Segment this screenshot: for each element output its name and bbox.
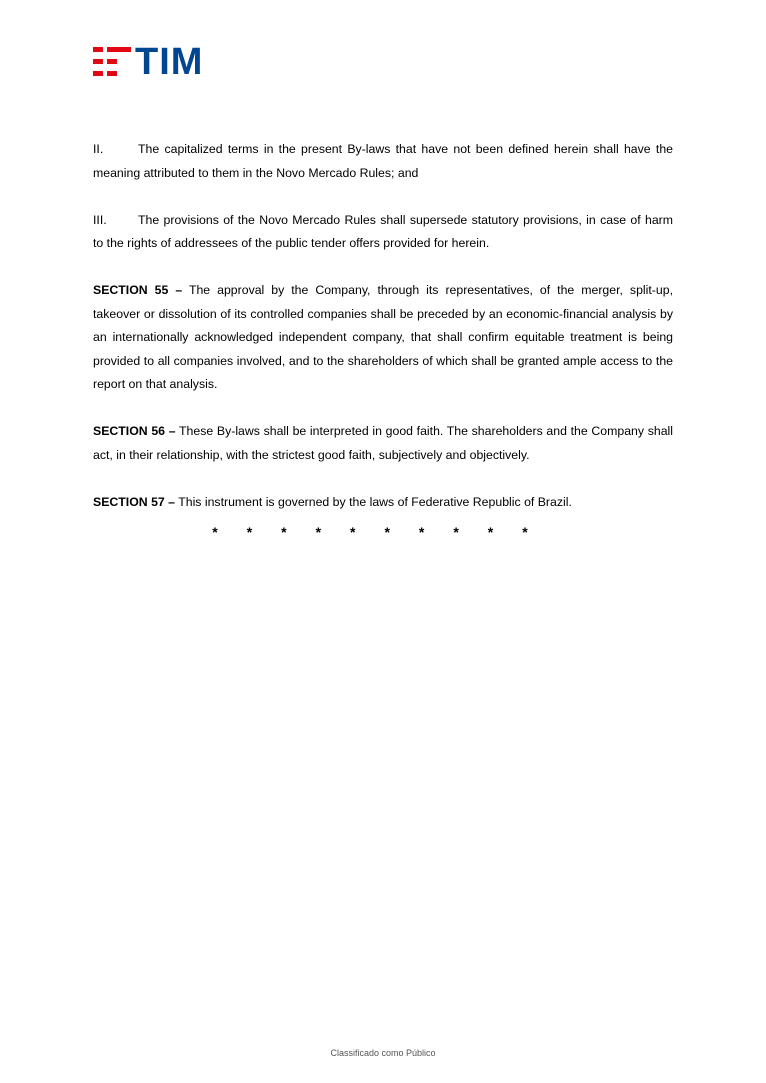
document-body xyxy=(93,138,673,538)
section-57-label: SECTION 57 – xyxy=(93,494,176,509)
item-ii-number: II. xyxy=(93,142,104,156)
item-ii-paragraph xyxy=(93,138,673,185)
asterisk-separator xyxy=(205,524,535,540)
asterisk: * xyxy=(212,524,218,540)
asterisk: * xyxy=(384,524,390,540)
asterisk: * xyxy=(246,524,253,540)
section-57-text: This instrument is governed by the laws of Federative Republic of Brazil. xyxy=(178,494,572,509)
classification-footer: Classificado como Público xyxy=(330,1048,436,1058)
section-55-label: SECTION 55 – xyxy=(93,283,183,297)
asterisk: * xyxy=(350,524,356,540)
section-57-paragraph xyxy=(93,491,673,515)
section-55-text: The approval by the Company, through its representatives, of the merger, split-up, takeover or dissolution of its controlled companies shall be preceded by an economic-financial analysis by an internationally acknowledged independent company, that shall confirm equitable treatment is being provided to all companies involved, and to the shareholders of which shall be granted ample access to the report on that analysis. xyxy=(93,283,673,391)
tim-logo xyxy=(93,41,204,83)
item-ii-text: The capitalized terms in the present By-laws that have not been defined herein shall have the meaning attributed to them in the Novo Mercado Rules; and xyxy=(93,142,673,180)
tim-logo-mark-icon xyxy=(93,45,131,79)
section-56-label: SECTION 56 – xyxy=(93,424,176,438)
item-iii-text: The provisions of the Novo Mercado Rules shall supersede statutory provisions, in case of harm to the rights of addressees of the public tender offers provided for herein. xyxy=(93,212,673,250)
asterisk: * xyxy=(315,524,322,540)
item-iii-number: III. xyxy=(93,212,107,227)
section-55-paragraph xyxy=(93,279,673,397)
asterisk: * xyxy=(418,524,425,540)
asterisk: * xyxy=(453,524,459,540)
item-iii-paragraph xyxy=(93,209,673,256)
asterisk: * xyxy=(281,524,287,540)
asterisk: * xyxy=(487,524,494,540)
tim-logo-text: TIM xyxy=(135,41,204,83)
section-56-text: These By-laws shall be interpreted in good faith. The shareholders and the Company shall act, in their relationship, with the strictest good faith, subjectively and objectively. xyxy=(93,424,673,462)
section-56-paragraph xyxy=(93,420,673,467)
asterisk: * xyxy=(522,524,528,540)
